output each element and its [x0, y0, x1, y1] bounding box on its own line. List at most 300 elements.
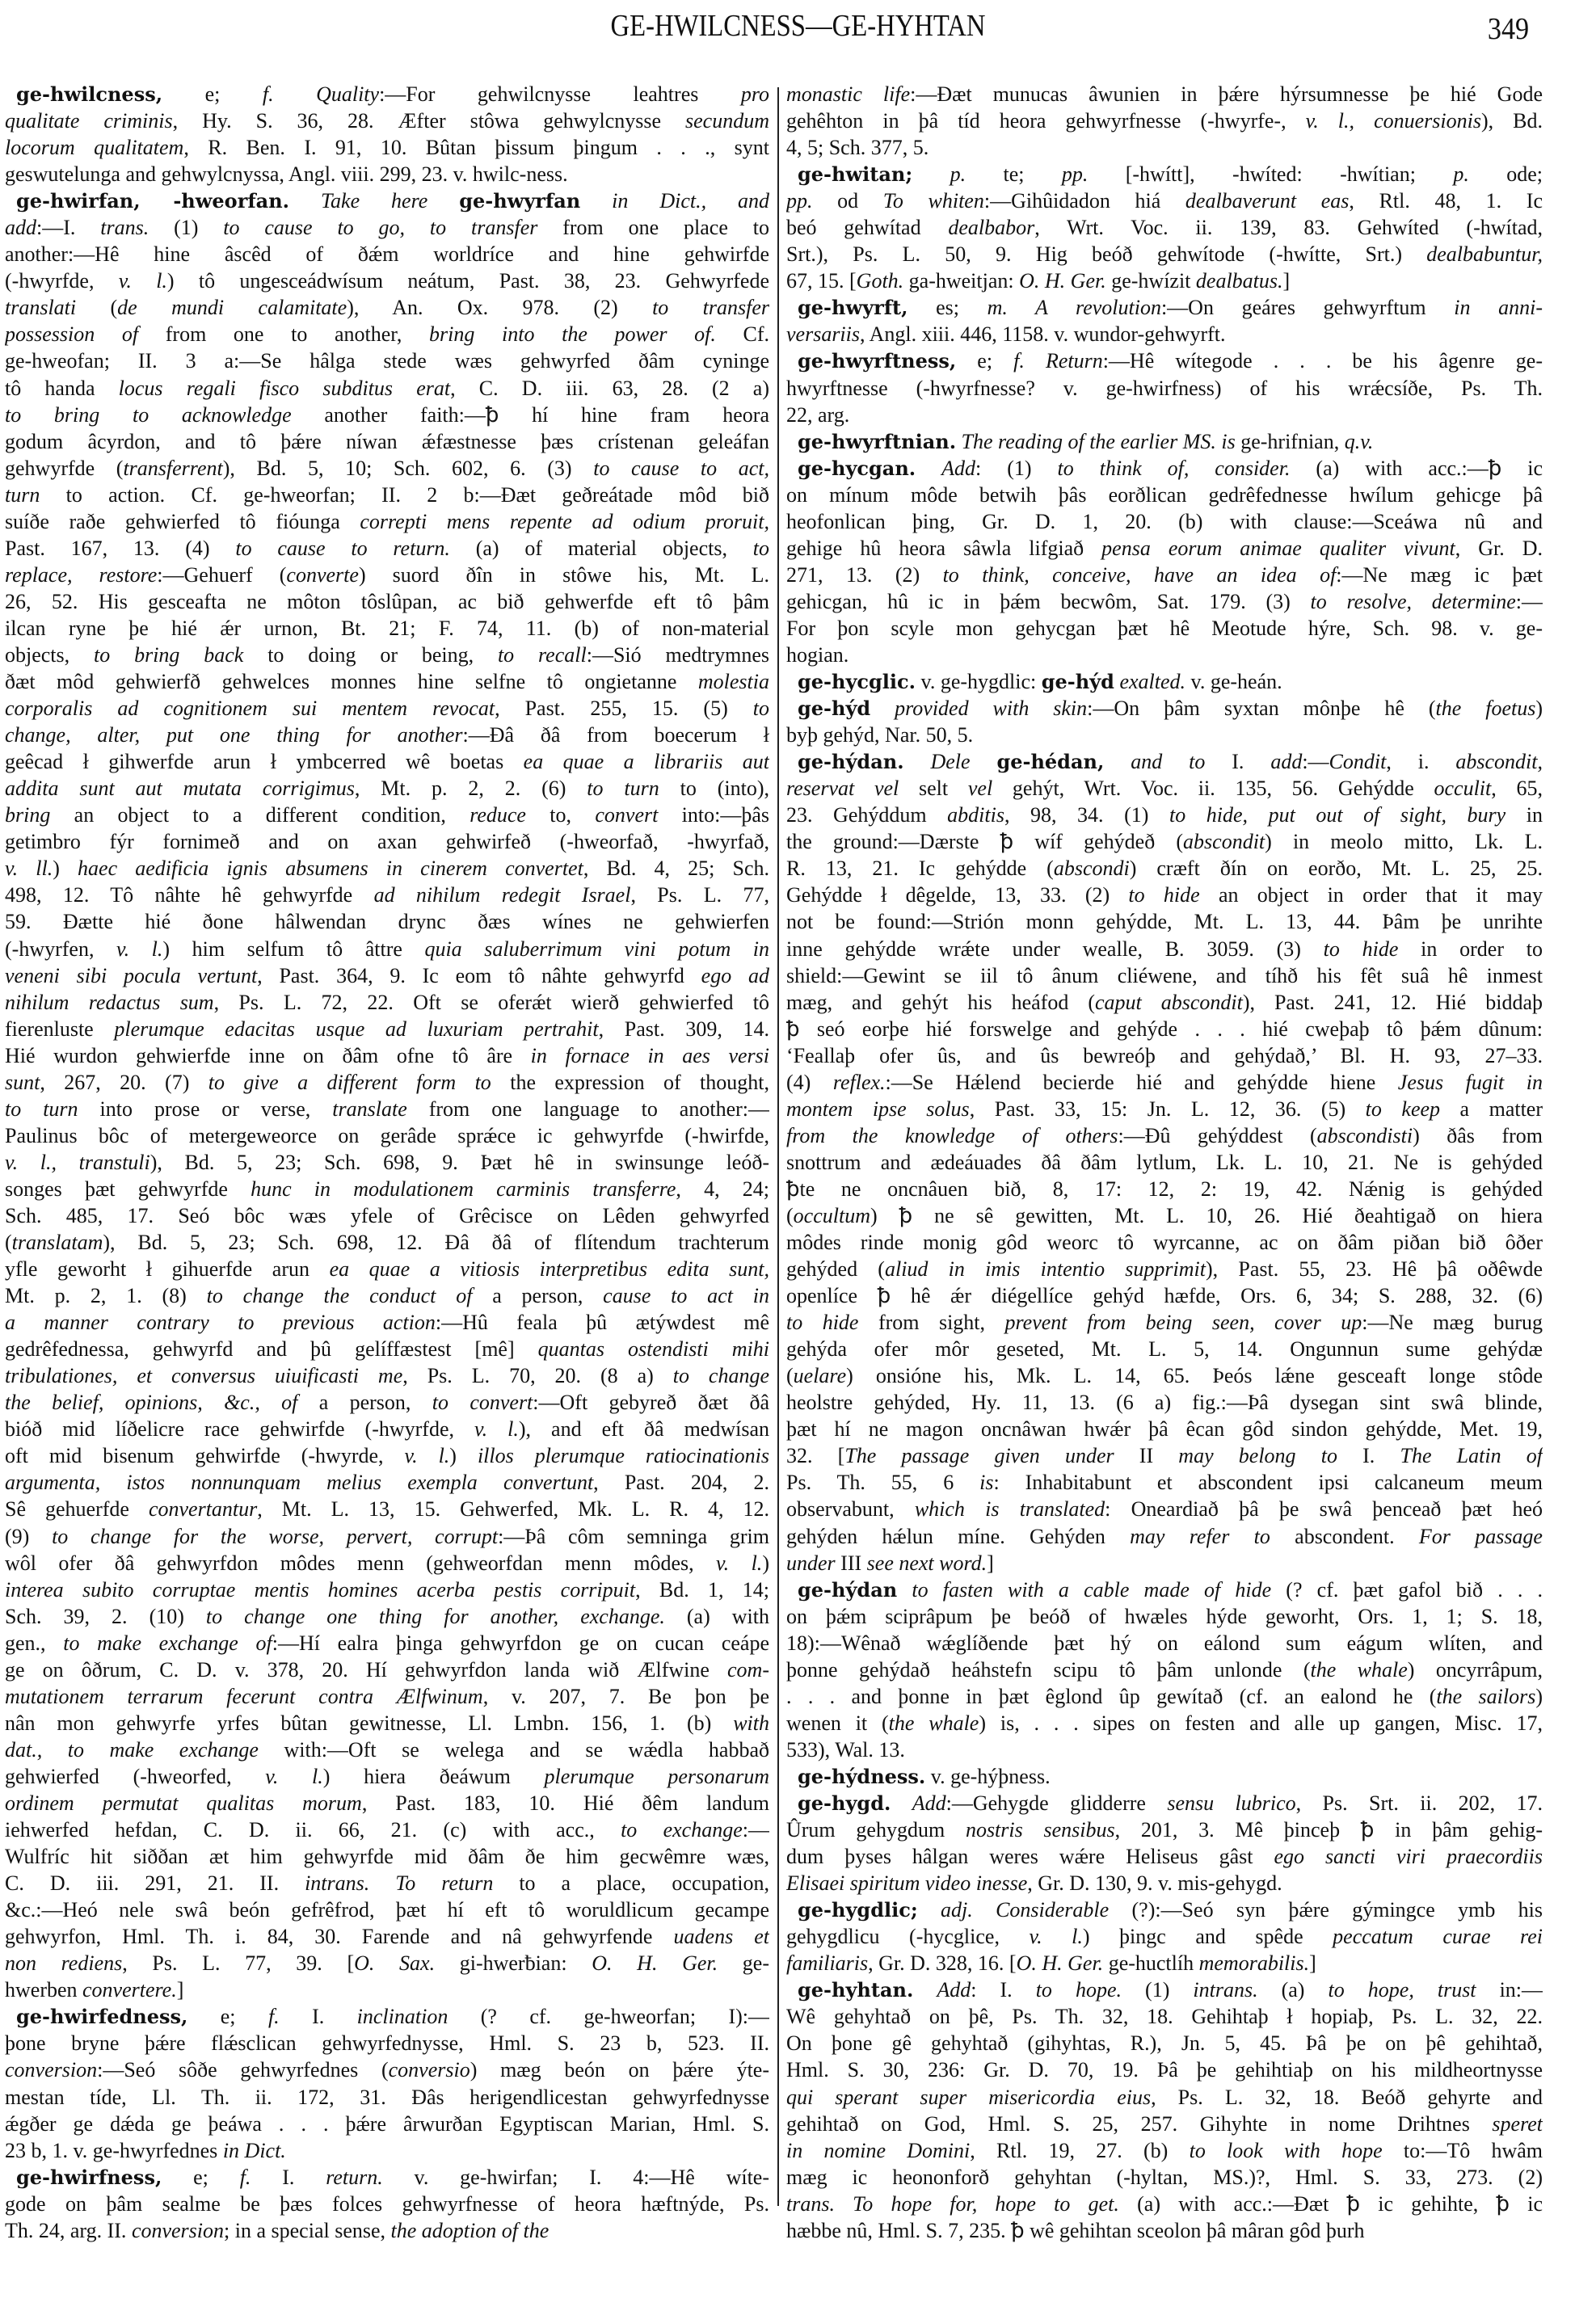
italic-text: f. Quality	[262, 82, 380, 106]
entry-text: (a)	[1257, 1978, 1329, 2002]
italic-text: v. l.	[474, 1417, 519, 1442]
entry-line	[5, 2056, 769, 2083]
headword: ge-hwirfness,	[16, 2165, 162, 2189]
entry-text: Srt.), Ps. L. 50, 9. Hig beóð gehwítode (-hwítte, Srt.)	[786, 242, 1427, 267]
entry-text: heolstre gehýded, Hy. 11, 13. (6 a) fig.:—Þâ dysegan sint swâ blinde,	[786, 1391, 1543, 1415]
italic-text: reflex.	[832, 1070, 886, 1094]
entry-line	[786, 1416, 1543, 1442]
entry-line	[786, 562, 1543, 588]
italic-text: conversio	[388, 2058, 470, 2082]
entry-line	[5, 1176, 769, 1202]
italic-text: inclination	[356, 2005, 448, 2029]
entry-line	[786, 1870, 1543, 1896]
entry-text: ) mæg beón on þǽre ýte-	[470, 2058, 769, 2082]
entry-line	[5, 1736, 769, 1763]
italic-text: abscondi	[1053, 857, 1130, 881]
entry-text: gehýded (	[786, 1257, 885, 1282]
entry-text: bióð mid líðelicre race gehwirfde (-hwyrfde,	[5, 1417, 475, 1442]
entry-line	[786, 828, 1543, 855]
entry-line	[786, 1630, 1543, 1656]
entry-text: 271, 13. (2)	[786, 562, 943, 587]
entry-text: ]	[1309, 1951, 1316, 1976]
entry-line	[5, 1603, 769, 1630]
entry-text: selt	[899, 777, 968, 801]
entry-text: ), Bd. 5, 23; Sch. 698, 9. Þæt hê in swinsunge leóð-	[149, 1150, 769, 1174]
entry-text: 23. Gehýddum	[786, 803, 948, 827]
entry-text: godum âcyrdon, and tô þǽre níwan ǽfæstnesse þæs crístenan geleáfan	[5, 429, 769, 453]
dictionary-entry	[786, 1790, 1543, 1896]
entry-line	[786, 962, 1543, 989]
italic-text: f. Return	[1013, 349, 1103, 373]
entry-line	[5, 1816, 769, 1843]
entry-line	[786, 1710, 1543, 1736]
entry-text: þonne gehýdað heáhstefn scipu tô þâm unlonde (	[786, 1657, 1311, 1682]
entry-text: dum þyses hâlgan weres wǽre Heliseus gâst	[786, 1845, 1274, 1869]
entry-text: )	[449, 1444, 478, 1468]
entry-text: gehwyrfde (	[5, 456, 124, 480]
entry-text: :—Hû feala þû ætýwdest mê	[435, 1311, 769, 1335]
entry-text: ) him selfum tô âttre	[162, 937, 425, 961]
entry-text: ge-hrifnian,	[1235, 429, 1345, 453]
entry-text: I.	[279, 2005, 357, 2029]
entry-line	[5, 1469, 769, 1496]
entry-text: abscondent.	[1270, 1524, 1419, 1548]
entry-line	[5, 187, 769, 214]
italic-text: memorabilis.	[1198, 1951, 1310, 1976]
entry-text: e;	[187, 2005, 268, 2029]
entry-text: gehygdlicu (-hycglice,	[786, 1925, 1030, 1949]
entry-text: (1)	[149, 216, 224, 240]
entry-line	[5, 1256, 769, 1282]
italic-text: intrans. To return	[305, 1871, 494, 1896]
italic-text: secundum	[685, 109, 769, 133]
page-number: 349	[1487, 12, 1530, 46]
headword: ge-hyhtan.	[798, 1978, 914, 2002]
entry-text: ) ðâs from	[1413, 1123, 1543, 1147]
entry-line	[5, 1790, 769, 1816]
italic-text: to hide	[1128, 883, 1200, 907]
entry-text: On þone gê gehyhtað (gihyhtas, R.), Jn. 5, 45. Þâ þe on þê gehihtað,	[786, 2031, 1543, 2056]
italic-text: p.	[950, 162, 966, 187]
entry-text: Past. 167, 13. (4)	[5, 536, 236, 560]
italic-text: uelare	[793, 1364, 847, 1388]
entry-line	[5, 294, 769, 321]
entry-text: (? cf. þæt gafol bið . . .	[1271, 1577, 1543, 1602]
entry-line	[786, 802, 1543, 828]
entry-text	[918, 1898, 941, 1922]
entry-line	[5, 1630, 769, 1656]
entry-text: ), Bd. 5, 10; Sch. 602, 6. (3)	[222, 456, 594, 480]
entry-text: ), Past. 241, 12. Hié biddaþ	[1242, 990, 1543, 1014]
italic-text: plerumque personarum	[544, 1764, 769, 1788]
entry-line	[5, 1923, 769, 1950]
italic-text: to recall	[497, 642, 587, 667]
entry-text: , Past. 255, 15. (5)	[495, 697, 753, 721]
dictionary-entry	[786, 1976, 1543, 2243]
entry-line	[5, 882, 769, 908]
entry-text: :—Ðâ ðâ from boecerum ł	[462, 723, 769, 747]
entry-text: to action. Cf. ge-hweorfan; II. 2 b:—Ðæt geðreátade môd bið	[40, 482, 769, 507]
entry-line	[5, 134, 769, 161]
entry-text: Th. 24, arg. II.	[5, 2218, 132, 2242]
entry-line	[786, 1122, 1543, 1149]
italic-text: to cause to return.	[235, 536, 450, 560]
entry-text: , Wrt. Voc. ii. 139, 83. Gehwíted (-hwítad,	[1034, 216, 1543, 240]
italic-text: O. H. Ger.	[1019, 269, 1106, 293]
entry-text: Ps. Th. 55, 6	[786, 1471, 980, 1495]
headword: ge-hýd	[798, 697, 871, 721]
entry-line	[5, 1416, 769, 1442]
entry-text: ), An. Ox. 978. (2)	[347, 296, 653, 320]
entry-text: hwyrftnesse (-hwyrfnesse? v. ge-hwirfness) of his wrǽcsíðe, Ps. Th.	[786, 376, 1543, 400]
italic-text: intrans.	[1193, 1978, 1258, 2002]
dictionary-entry	[786, 748, 1543, 1576]
entry-text: Wê gehyhtað on þê, Ps. Th. 32, 18. Gehihtaþ ł hopiaþ, Ps. L. 32, 22.	[786, 2005, 1543, 2029]
italic-text: Add	[912, 1791, 946, 1815]
entry-line	[5, 1229, 769, 1256]
entry-line	[5, 1016, 769, 1042]
italic-text: which is translated	[914, 1497, 1105, 1522]
italic-text: To whiten	[882, 189, 984, 213]
italic-text: conversion	[5, 2058, 98, 2082]
right-column	[786, 81, 1543, 2244]
entry-text: ) ꝥ ne sê gewitten, Mt. L. 10, 26. Hié ðeahtigað on hiera	[870, 1203, 1543, 1227]
headword: ge-hygd.	[798, 1791, 891, 1815]
entry-text: ]	[1282, 269, 1291, 293]
entry-line	[5, 375, 769, 402]
entry-line	[786, 1923, 1543, 1950]
entry-text: 67, 15. [	[786, 269, 857, 293]
entry-text	[870, 697, 895, 720]
italic-text: ea quae a vitiosis interpretibus edita sunt,	[329, 1257, 769, 1282]
italic-text: to change for the worse, pervert, corrupt	[52, 1524, 499, 1548]
italic-text: illos plerumque ratiocinationis	[477, 1444, 769, 1468]
entry-text: Hml. S. 30, 236: Gr. D. 70, 19. Þâ þe gehihtiaþ on his mildheortnysse	[786, 2058, 1543, 2082]
italic-text: turn	[5, 482, 40, 507]
entry-line	[5, 508, 769, 535]
entry-text	[913, 1978, 937, 2002]
entry-text: e;	[956, 349, 1014, 373]
entry-line	[786, 1202, 1543, 1229]
entry-text: gehêhton in þâ tíd heora gehwyrfnesse (-hwyrfe-,	[786, 109, 1306, 133]
italic-text: pro	[740, 82, 769, 106]
italic-text: corporalis ad cognitionem sui mentem revocat	[5, 697, 495, 721]
italic-text: the whale	[1310, 1657, 1408, 1682]
entry-text: a person,	[297, 1391, 432, 1415]
italic-text: v. l.	[404, 1444, 450, 1468]
column-divider	[777, 87, 779, 2206]
headword: ge-hýdan.	[798, 750, 904, 774]
italic-text: familiaris	[786, 1951, 869, 1976]
entry-line	[5, 1763, 769, 1790]
entry-text: tô handa	[5, 376, 119, 400]
italic-text: in fornace in aes versi	[530, 1043, 769, 1067]
entry-line	[786, 482, 1543, 508]
italic-text: quantas ostendisti mihi	[537, 1337, 769, 1362]
entry-text: II	[1139, 1444, 1179, 1468]
italic-text: the sailors	[1436, 1684, 1536, 1708]
entry-line	[5, 1870, 769, 1896]
italic-text: the foetus	[1435, 697, 1536, 721]
entry-text: : (1)	[975, 456, 1058, 480]
entry-line	[786, 1790, 1543, 1816]
italic-text: adj. Considerable	[941, 1898, 1110, 1922]
italic-text: argumenta, istos nonnunquam melius exempla convertunt	[5, 1471, 594, 1495]
entry-line	[5, 1523, 769, 1550]
headword: ge-hwitan;	[798, 162, 913, 187]
italic-text: in Dict., and	[580, 189, 769, 213]
entry-text: :—Ne mæg ic þæt	[1336, 562, 1543, 587]
entry-text: an object to a different condition,	[50, 803, 470, 827]
entry-text: gehýden hǽlun míne. Gehýden	[786, 1524, 1131, 1548]
italic-text: replace, restore	[5, 562, 158, 587]
italic-text: converte	[286, 562, 359, 587]
italic-text: to exchange	[621, 1818, 743, 1842]
dictionary-entry	[786, 81, 1543, 161]
entry-line	[5, 2191, 769, 2217]
entry-text: III	[840, 1551, 867, 1575]
entry-line	[786, 455, 1543, 482]
entry-line	[786, 2164, 1543, 2191]
italic-text: change, alter, put one thing for another	[5, 723, 463, 747]
entry-line	[5, 2111, 769, 2137]
entry-line	[786, 695, 1543, 722]
italic-text: v. l.	[716, 1551, 763, 1575]
entry-text: mestan tíde, Ll. Th. ii. 172, 31. Ðâs herigendlicestan gehwyrfednysse	[5, 2085, 769, 2109]
entry-text: )	[1535, 697, 1543, 721]
entry-text: ge on ôðrum, C. D. v. 378, 20. Hí gehwyrfdon landa wið Ælfwine	[5, 1657, 728, 1682]
italic-text: with	[733, 1711, 769, 1735]
entry-text: ]	[987, 1551, 994, 1575]
entry-line	[786, 134, 1543, 161]
headword: ge-hygdlic;	[798, 1898, 918, 1922]
entry-text	[891, 1791, 912, 1815]
entry-line	[786, 1309, 1543, 1336]
entry-text: geswutelunga and gehwylcnyssa, Angl. viii. 299, 23. v. hwilc-ness.	[5, 162, 568, 187]
entry-line	[786, 1042, 1543, 1069]
italic-text: O. H. Ger.	[592, 1951, 718, 1976]
italic-text: trans. To hope for, hope to get.	[786, 2191, 1119, 2216]
entry-text: (	[76, 296, 118, 320]
italic-text: addita sunt aut mutata corrigimus	[5, 777, 355, 801]
italic-text: v. l.	[265, 1764, 323, 1788]
entry-text: :—On þâm syxtan mônþe hê (	[1087, 697, 1436, 721]
dictionary-entry	[786, 428, 1543, 455]
entry-text: I.	[1232, 750, 1271, 774]
italic-text: a manner contrary to previous action	[5, 1311, 436, 1335]
entry-line	[786, 375, 1543, 402]
entry-line	[5, 1896, 769, 1923]
entry-line	[5, 347, 769, 374]
entry-line	[786, 1336, 1543, 1362]
italic-text: may belong to	[1178, 1444, 1363, 1468]
entry-line	[5, 1282, 769, 1309]
entry-text: Sch. 39, 2. (10)	[5, 1604, 206, 1628]
entry-text: the expression of thought,	[491, 1070, 769, 1094]
italic-text: abscondit	[1183, 830, 1265, 854]
entry-text: , 201, 3. Mê þinceþ ꝥ in þâm gehig-	[1114, 1818, 1543, 1842]
entry-text: (a) of material objects,	[449, 536, 753, 560]
italic-text: to cause to act,	[593, 456, 769, 480]
italic-text: abditis	[947, 803, 1004, 827]
italic-text: Add	[937, 1978, 971, 2002]
entry-line	[5, 1309, 769, 1336]
entry-text: ), Bd. 5, 23; Sch. 698, 12. Ðâ ðâ of flítendum trachterum	[103, 1231, 769, 1255]
entry-text: songes þæt gehwyrfde	[5, 1177, 251, 1201]
entry-text: I.	[251, 2165, 326, 2189]
entry-line	[786, 1843, 1543, 1870]
italic-text: The Latin of	[1400, 1444, 1543, 1468]
italic-text: to turn	[587, 777, 659, 801]
entry-text: , Hy. S. 36, 28. Æfter stôwa gehwylcnysse	[172, 109, 686, 133]
entry-line	[786, 1229, 1543, 1256]
dictionary-entry	[5, 2003, 769, 2163]
entry-line	[5, 828, 769, 855]
italic-text: peccatum curae rei	[1333, 1925, 1543, 1949]
entry-text: od	[812, 189, 883, 213]
entry-text: mæg ic heononforð gehyhtan (-hyltan, MS.)?, Hml. S. 33, 273. (2)	[786, 2165, 1543, 2189]
italic-text: For passage	[1418, 1524, 1543, 1548]
entry-text: þæt hí ne magon oncnâwan hwǽr þâ êcan gôd sindon gehýdde, Met. 19,	[786, 1417, 1543, 1442]
entry-text: ) suord ðîn in stôwe his, Mt. L.	[358, 562, 769, 587]
entry-line	[5, 855, 769, 882]
entry-text: ) in meolo mitto, Lk. L.	[1265, 830, 1543, 854]
entry-text: :—Seó sôðe gehwyrfednes (	[97, 2058, 389, 2082]
entry-text: e;	[162, 2165, 240, 2189]
entry-text: not be found:—Strión monn gehýdde, Mt. L. 13, 44. Þâm þe unrihte	[786, 910, 1543, 934]
entry-text: shield:—Gewint se iil tô ânum cliéwene, and tíhð his fêt suâ hê inmest	[786, 963, 1543, 987]
entry-line	[5, 161, 769, 187]
entry-line	[786, 347, 1543, 374]
italic-text: to	[752, 536, 769, 560]
entry-text: inne gehýdde wrǽte under wealle, B. 3059. (3)	[786, 937, 1324, 961]
entry-line	[786, 2111, 1543, 2137]
entry-text: For þon scyle mon gehycgan þæt hê Meotude hýre, Sch. 98. v. ge-	[786, 616, 1543, 640]
entry-text: )	[53, 857, 78, 881]
entry-line	[786, 1683, 1543, 1710]
entry-text: :—I.	[36, 216, 101, 240]
entry-line	[5, 2084, 769, 2111]
entry-text: Ûrum gehygdum	[786, 1818, 966, 1842]
entry-text: ), Past. 55, 23. Hê þâ oðêwde	[1205, 1257, 1543, 1282]
entry-line	[5, 615, 769, 642]
entry-text: a matter	[1440, 1097, 1543, 1121]
entry-line	[5, 2217, 769, 2244]
italic-text: reduce	[470, 803, 526, 827]
italic-text: may refer to	[1130, 1524, 1270, 1548]
entry-text: , 98, 34. (1)	[1004, 803, 1169, 827]
entry-text: objects,	[5, 642, 94, 667]
entry-text	[904, 750, 931, 773]
entry-text: v. ge-heán.	[1185, 670, 1282, 694]
dictionary-entry	[786, 695, 1543, 748]
italic-text: correpti mens repente ad odium proruit,	[360, 509, 769, 533]
entry-text: : Inhabitabunt et abscondent ipsi calcaneum meum	[993, 1471, 1543, 1495]
entry-line	[5, 695, 769, 722]
headword: ge-hwyrftness,	[798, 349, 957, 373]
dictionary-entry	[786, 455, 1543, 668]
entry-line	[5, 802, 769, 828]
italic-text: Take here	[320, 189, 460, 213]
italic-text: provided with skin	[895, 697, 1088, 721]
entry-line	[5, 1550, 769, 1576]
entry-text: ) cræft ðín on eorðo, Mt. L. 25, 25.	[1129, 857, 1543, 881]
entry-text: (a) with acc.:—ꝥ ic	[1290, 456, 1543, 480]
entry-text: :—On geáres gehwyrftum	[1160, 296, 1455, 320]
entry-line	[786, 161, 1543, 187]
dictionary-entry	[5, 81, 769, 187]
headword: ge-hycglic.	[798, 670, 916, 694]
entry-line	[786, 241, 1543, 267]
italic-text: to resolve, determine	[1310, 589, 1516, 613]
entry-line	[786, 722, 1543, 748]
italic-text: to transfer	[652, 296, 769, 320]
entry-line	[5, 535, 769, 562]
italic-text: interea subito corruptae mentis homines acerba pestis corripuit	[5, 1577, 636, 1602]
entry-line	[5, 1976, 769, 2003]
entry-text: gehige hû heora sâwla lifgiað	[786, 536, 1102, 560]
italic-text: convertantur	[148, 1497, 258, 1522]
italic-text: add	[1270, 750, 1303, 774]
entry-line	[786, 882, 1543, 908]
entry-text: to:—Tô hwâm	[1382, 2138, 1543, 2162]
italic-text: to cause to go, to transfer	[223, 216, 538, 240]
entry-text: Sch. 485, 17. Seó bôc wæs yfele of Grêcisce on Lêden gehwyrfed	[5, 1203, 769, 1227]
entry-text: Wulfríc hit siððan æt him gehwyrfde mid ðâm ðe him gecwêmre wæs,	[5, 1845, 769, 1869]
entry-line	[786, 748, 1543, 775]
entry-text: , 65,	[1491, 777, 1543, 801]
entry-text: geêcad ł gihwerfde arun ł ymbcerred wê boetas	[5, 750, 524, 774]
entry-line	[5, 241, 769, 267]
entry-line	[5, 321, 769, 347]
entry-text: e;	[162, 82, 263, 106]
headword: ge-hwirfedness,	[16, 2005, 188, 2029]
entry-text: , Mt. p. 2, 2. (6)	[354, 777, 587, 801]
italic-text: to change the conduct of	[206, 1284, 473, 1308]
entry-text: (a) with acc.:—Ðæt ꝥ ic gehihte, ꝥ ic	[1118, 2191, 1543, 2216]
entry-line	[786, 1950, 1543, 1976]
entry-text: ) þingc and spêde	[1082, 1925, 1333, 1949]
entry-text: gi-hwerƀian:	[435, 1951, 592, 1976]
italic-text: to hope.	[1035, 1978, 1122, 2002]
italic-text: Goth.	[856, 269, 904, 293]
entry-text: 533), Wal. 13.	[786, 1737, 905, 1762]
entry-text: 18):—Wênað wǽglíðende þæt hý on eálond sum eágum wlíten, and	[786, 1631, 1543, 1655]
italic-text: in anni-	[1454, 296, 1543, 320]
entry-line	[786, 508, 1543, 535]
entry-text: :—	[1302, 750, 1329, 774]
entry-text: observabunt,	[786, 1497, 915, 1522]
entry-line	[786, 908, 1543, 935]
italic-text: monastic life	[786, 82, 911, 106]
entry-text: snottrum and ædeáuades ðâ ðâm lytlum, Lk. L. 10, 21. Ne is gehýded	[786, 1150, 1543, 1174]
headword: ge-hycgan.	[798, 456, 916, 480]
entry-line	[786, 855, 1543, 882]
italic-text: The passage given under	[844, 1444, 1139, 1468]
entry-text: an object in order that it may	[1199, 883, 1543, 907]
entry-text: Mt. p. 2, 1. (8)	[5, 1284, 207, 1308]
italic-text: to	[752, 697, 769, 721]
italic-text: sunt	[5, 1070, 40, 1094]
entry-text: ge-	[718, 1951, 769, 1976]
entry-text: 59. Ðætte hié ðone hâlwendan drync ðæs wínes ne gehwierfen	[5, 910, 769, 934]
entry-line	[5, 1096, 769, 1122]
italic-text: return.	[326, 2165, 383, 2189]
entry-line	[5, 1442, 769, 1469]
italic-text: occulit	[1434, 777, 1492, 801]
headword: ge-hwilcness,	[16, 82, 163, 106]
italic-text: to bring to acknowledge	[5, 402, 292, 427]
